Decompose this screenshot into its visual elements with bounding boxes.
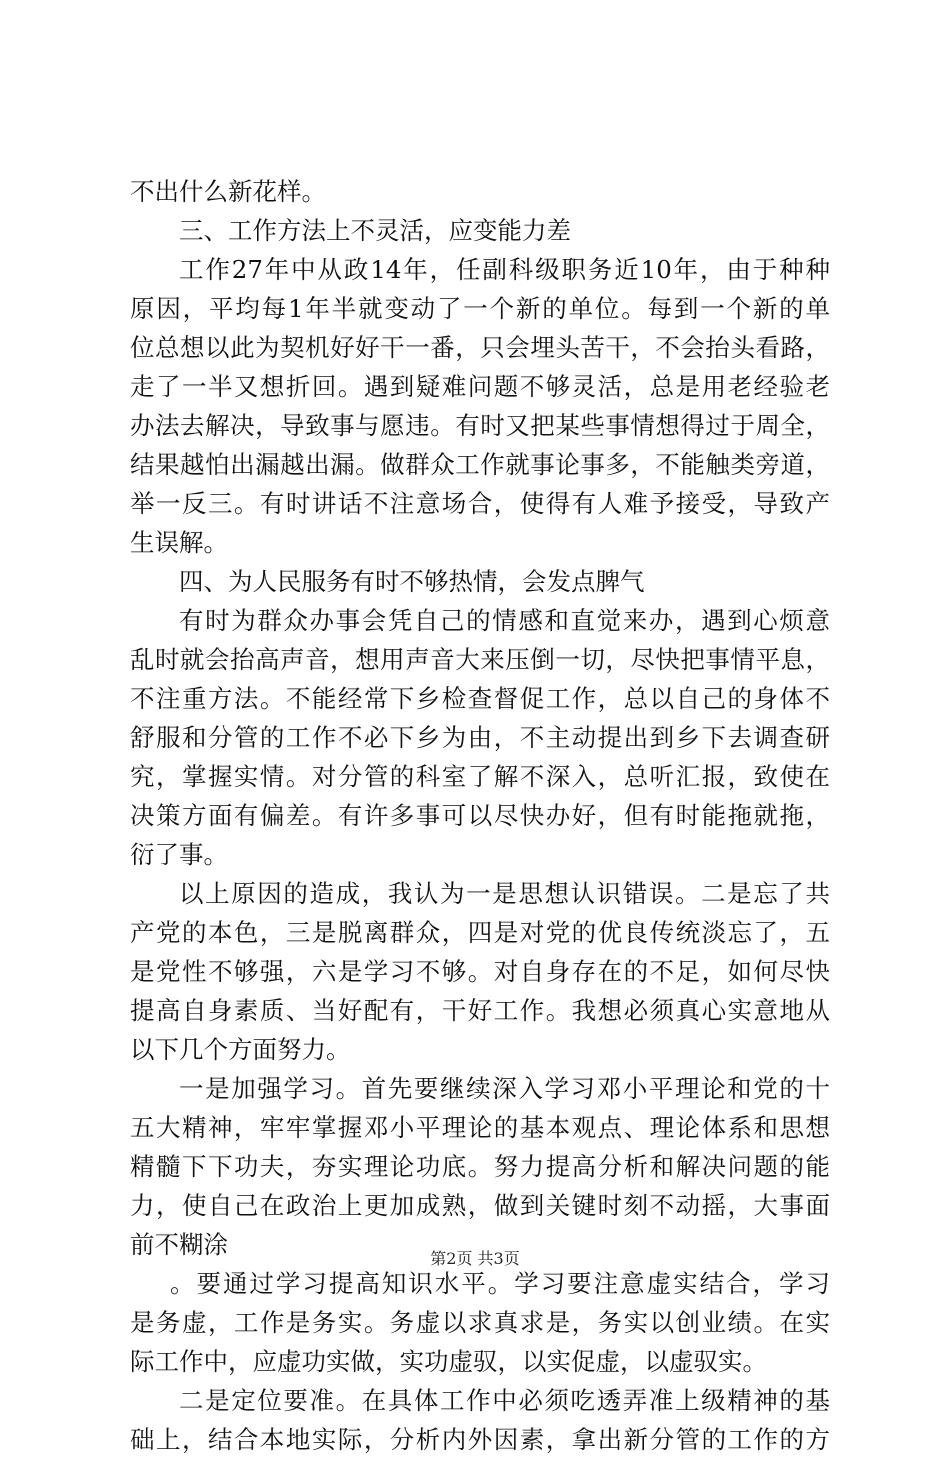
text-line: 二是定位要准。在具体工作中必须吃透弄准上级精神的基 — [179, 1386, 830, 1415]
text-line: 乱时就会抬高声音，想用声音大来压倒一切，尽快把事情平息， — [130, 645, 830, 674]
text-line: 四、为人民服务有时不够热情，会发点脾气 — [179, 567, 645, 596]
text-line: 以上原因的造成，我认为一是思想认识错误。二是忘了共 — [179, 879, 830, 908]
text-line: 提高自身素质、当好配有，干好工作。我想必须真心实意地从 — [130, 996, 830, 1025]
text-line: 产党的本色，三是脱离群众，四是对党的优良传统淡忘了，五 — [130, 918, 830, 947]
text-line: 力，使自己在政治上更加成熟，做到关键时刻不动摇，大事面 — [130, 1191, 830, 1220]
text-line: 有时为群众办事会凭自己的情感和直觉来办，遇到心烦意 — [179, 606, 830, 635]
text-line: 办法去解决，导致事与愿违。有时又把某些事情想得过于周全， — [130, 411, 830, 440]
text-line: 三、工作方法上不灵活，应变能力差 — [179, 216, 571, 245]
text-line: 走了一半又想折回。遇到疑难问题不够灵活，总是用老经验老 — [130, 372, 830, 401]
text-line: 位总想以此为契机好好干一番，只会埋头苦干，不会抬头看路， — [130, 333, 830, 362]
text-line: 前不糊涂 — [130, 1230, 228, 1259]
text-line: 是党性不够强，六是学习不够。对自身存在的不足，如何尽快 — [130, 957, 830, 986]
text-line: 精髓下下功夫，夯实理论功底。努力提高分析和解决问题的能 — [130, 1152, 830, 1181]
text-line: 舒服和分管的工作不必下乡为由，不主动提出到乡下去调查研 — [130, 723, 830, 752]
page-footer: 第2页 共3页 — [430, 1249, 520, 1268]
text-line: 五大精神，牢牢掌握邓小平理论的基本观点、理论体系和思想 — [130, 1113, 830, 1142]
text-line: 工作27年中从政14年，任副科级职务近10年，由于种种 — [179, 255, 830, 284]
text-line: 举一反三。有时讲话不注意场合，使得有人难予接受，导致产 — [130, 489, 830, 518]
text-line: 。要通过学习提高知识水平。学习要注意虚实结合，学习 — [170, 1269, 830, 1298]
text-line: 础上，结合本地实际，分析内外因素，拿出新分管的工作的方 — [130, 1425, 830, 1454]
text-line: 以下几个方面努力。 — [130, 1035, 351, 1064]
text-line: 际工作中，应虚功实做，实功虚驭，以实促虚，以虚驭实。 — [130, 1347, 767, 1376]
text-line: 原因，平均每1年半就变动了一个新的单位。每到一个新的单 — [130, 294, 830, 323]
text-line: 衍了事。 — [130, 840, 228, 869]
text-line: 不出什么新花样。 — [130, 177, 326, 206]
text-line: 不注重方法。不能经常下乡检查督促工作，总以自己的身体不 — [130, 684, 830, 713]
text-line: 一是加强学习。首先要继续深入学习邓小平理论和党的十 — [179, 1074, 830, 1103]
text-line: 决策方面有偏差。有许多事可以尽快办好，但有时能拖就拖， — [130, 801, 830, 830]
text-line: 结果越怕出漏越出漏。做群众工作就事论事多，不能触类旁道， — [130, 450, 830, 479]
text-line: 是务虚，工作是务实。务虚以求真求是，务实以创业绩。在实 — [130, 1308, 830, 1337]
text-line: 生误解。 — [130, 528, 228, 557]
text-line: 究，掌握实情。对分管的科室了解不深入，总听汇报，致使在 — [130, 762, 830, 791]
